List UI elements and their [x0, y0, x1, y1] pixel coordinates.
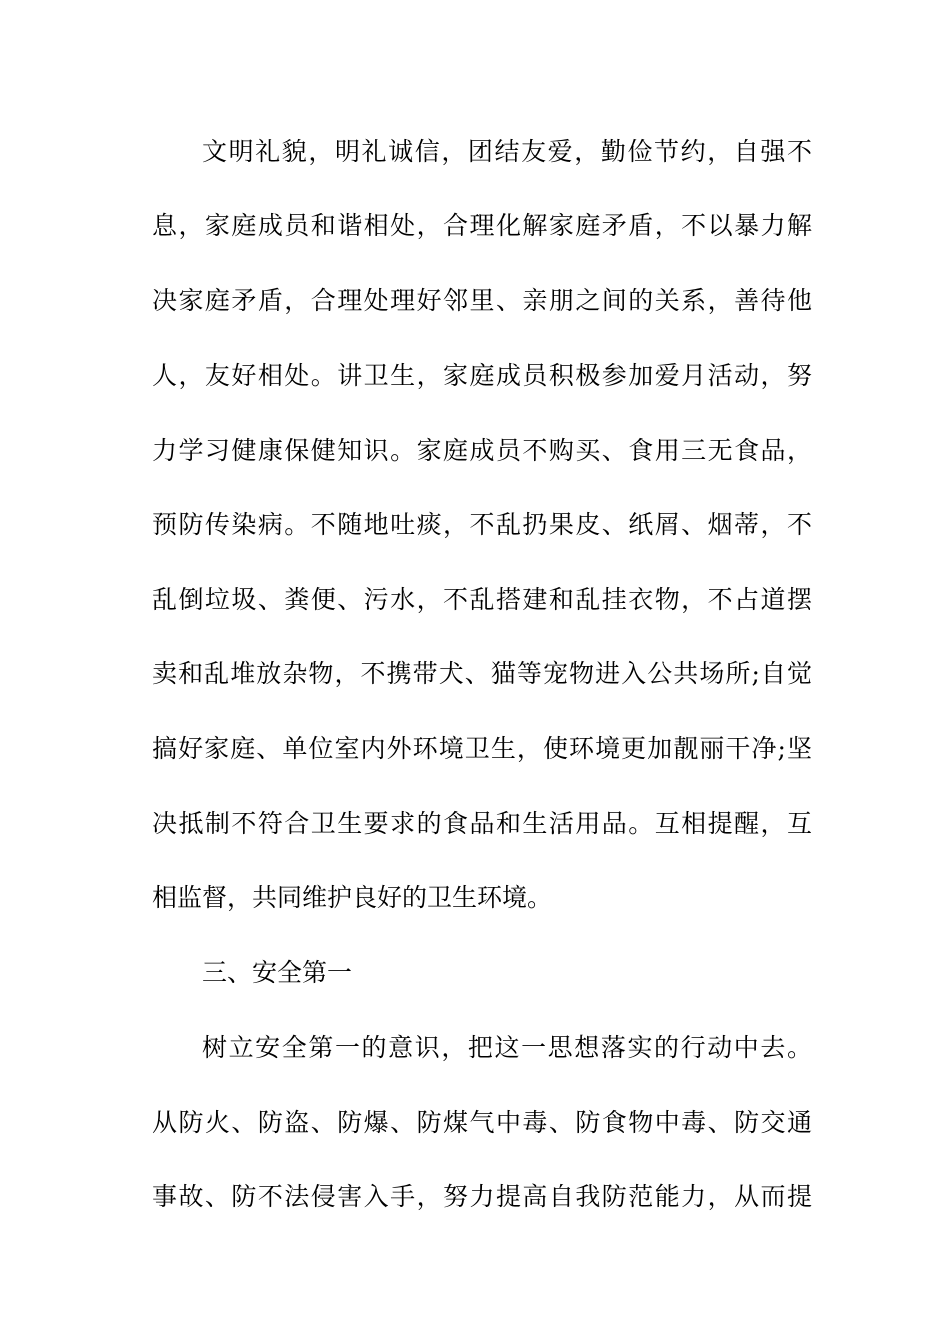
paragraph-line: 息，家庭成员和谐相处，合理化解家庭矛盾，不以暴力解 [152, 211, 812, 240]
paragraph-line: 决家庭矛盾，合理处理好邻里、亲朋之间的关系，善待他 [152, 286, 812, 315]
paragraph-line: 树立安全第一的意识，把这一思想落实的行动中去。 [202, 1033, 812, 1062]
paragraph-line: 卖和乱堆放杂物，不携带犬、猫等宠物进入公共场所;自觉 [152, 659, 812, 688]
paragraph-line: 力学习健康保健知识。家庭成员不购买、食用三无食品， [152, 436, 812, 465]
paragraph-line: 从防火、防盗、防爆、防煤气中毒、防食物中毒、防交通 [152, 1108, 812, 1137]
paragraph-line: 事故、防不法侵害入手，努力提高自我防范能力，从而提 [152, 1182, 812, 1211]
section-heading: 三、安全第一 [202, 958, 353, 987]
paragraph-line: 决抵制不符合卫生要求的食品和生活用品。互相提醒，互 [152, 809, 812, 838]
paragraph-line: 搞好家庭、单位室内外环境卫生，使环境更加靓丽干净;坚 [152, 734, 812, 763]
paragraph-line: 人，友好相处。讲卫生，家庭成员积极参加爱月活动，努 [152, 361, 812, 390]
paragraph-line: 乱倒垃圾、粪便、污水，不乱搭建和乱挂衣物，不占道摆 [152, 585, 812, 614]
paragraph-line: 预防传染病。不随地吐痰，不乱扔果皮、纸屑、烟蒂，不 [152, 510, 812, 539]
paragraph-line: 文明礼貌，明礼诚信，团结友爱，勤俭节约，自强不 [202, 137, 812, 166]
paragraph-line: 相监督，共同维护良好的卫生环境。 [152, 883, 553, 912]
